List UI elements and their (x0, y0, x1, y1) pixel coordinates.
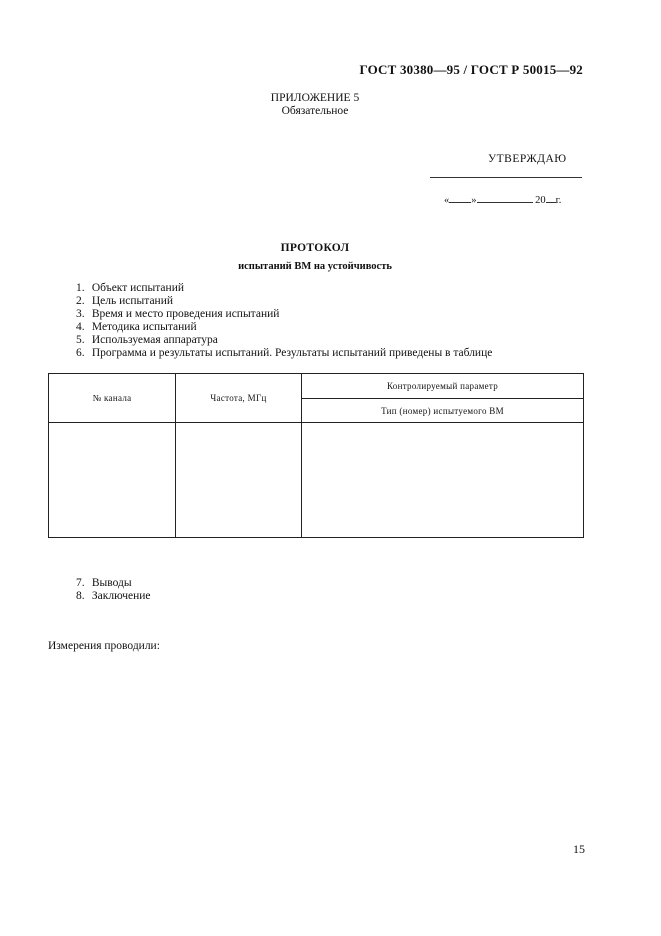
list-item: 2. Цель испытаний (76, 295, 174, 307)
quote-close: » (471, 195, 477, 206)
list-item: 4. Методика испытаний (76, 321, 197, 333)
protocol-items-list-continued (76, 577, 151, 603)
day-blank (449, 194, 471, 203)
quote-open: « (444, 195, 450, 206)
document-header-code: ГОСТ 30380—95 / ГОСТ Р 50015—92 (359, 62, 583, 77)
appendix-title: ПРИЛОЖЕНИЕ 5 (270, 92, 360, 104)
year-blank (546, 194, 556, 203)
protocol-title: ПРОТОКОЛ (280, 242, 350, 254)
month-blank (477, 194, 533, 203)
list-item: 5. Используемая аппаратура (76, 334, 218, 346)
appendix-status: Обязательное (281, 105, 349, 117)
cell-channel (49, 423, 176, 538)
list-item: 6. Программа и результаты испытаний. Результаты испытаний приведены в таблице (76, 347, 493, 359)
results-table (48, 373, 584, 538)
protocol-items-list (76, 282, 492, 360)
header-parameter: Контролируемый параметр (302, 374, 584, 399)
approval-label: УТВЕРЖДАЮ (488, 153, 567, 165)
list-item: 1. Объект испытаний (76, 282, 185, 294)
header-channel: № канала (49, 374, 176, 423)
list-item: 3. Время и место проведения испытаний (76, 308, 280, 320)
year-prefix: 20 (535, 195, 546, 206)
measured-by-label: Измерения проводили: (48, 640, 160, 652)
table-header-row (49, 374, 584, 399)
cell-frequency (176, 423, 302, 538)
list-item: 7. Выводы (76, 577, 132, 589)
signature-line (430, 177, 582, 178)
appendix-block (0, 92, 630, 118)
list-item: 8. Заключение (76, 590, 151, 602)
table-row (49, 423, 584, 538)
approval-date-line (444, 194, 561, 206)
page-number: 15 (573, 842, 585, 856)
header-frequency: Частота, МГц (176, 374, 302, 423)
year-suffix: г. (555, 195, 562, 206)
header-device-type: Тип (номер) испытуемого ВМ (302, 399, 584, 423)
protocol-subtitle: испытаний ВМ на устойчивость (238, 261, 392, 272)
cell-parameter (302, 423, 584, 538)
